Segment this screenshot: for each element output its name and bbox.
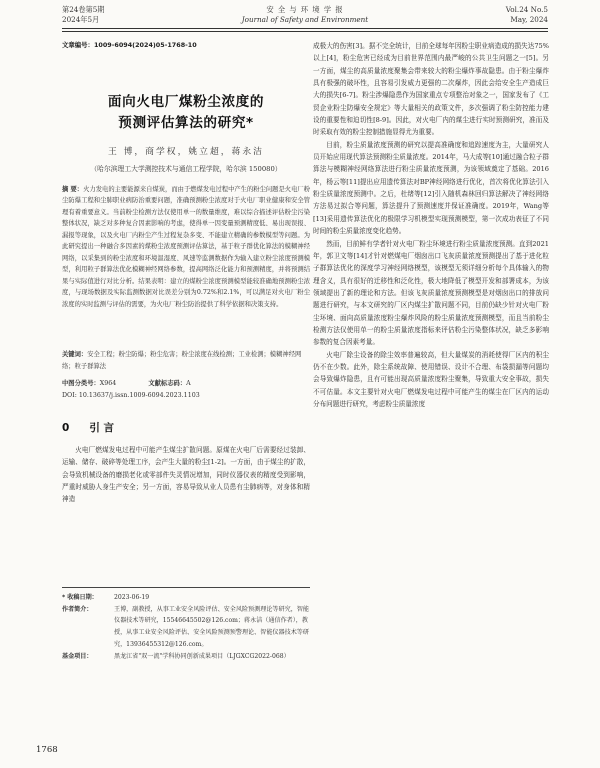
footnote-received xyxy=(62,592,310,604)
keywords-label: 关键词： xyxy=(62,351,88,358)
footnote-rule xyxy=(62,587,310,588)
classification-info xyxy=(62,378,310,401)
header-date-en: May, 2024 xyxy=(510,14,548,24)
keywords-text: 安全工程；粉尘防爆；粉尘危害；粉尘浓度在线检测；工业检测；模糊神经网络；粒子群算法 xyxy=(62,351,302,370)
header-volume-right xyxy=(448,5,548,24)
paragraph: 成极大的伤害[3]。据不完全统计，目前全球每年因粉尘职业病造成的损失达75%以上[4]，粉尘危害已经成为目前世界范围内最严峻的公共卫生问题之一[5]。另一方面，煤尘的高质量浓度聚集会带来较大的粉尘爆炸事故隐患。由于粉尘爆炸具有极强的破坏性，且容易引发威力更强的二次爆炸，因此会给安全生产造成巨大的损失[6-7]。粉尘涉爆隐患作为国家重点专项整治对象之一，国家发布了《工贸企业粉尘防爆安全规定》等大量相关的政策文件，多次强调了粉尘防控能力建设的重要性和迫切性[8-9]。因此，对火电厂内的煤尘进行实时预测研究，准而及时采取有效的粉尘控制措施显得尤为重要。 xyxy=(313,42,549,137)
header-journal xyxy=(180,5,430,24)
footnote-text: 黑龙江省"双一流"学科协同创新成果项目（LJGXCG2022-068） xyxy=(114,652,290,660)
abstract-text: 火力发电的主要能源来自煤炭，而由于燃煤发电过程中产生的粉尘问题是火电厂粉尘防爆工程和尘肺职业病防治重要问题，准确预测粉尘浓度对于火电厂职业健康和安全管理有着重要意义。当前粉尘检测方法仅使用单一的数量维度，难以综合描述评估粉尘污染整体状况，缺乏对多种复合因素影响的考虑，使得单一因变量预测精度低、易出现误报、漏报等现象，以及火电厂内粉尘产生过程复杂多变、不能建立精确的参数模型等问题。为此研究提出一种融合多因素的煤粉尘浓度预测评估算法，基于粒子群优化算法的模糊神经网络，以采集到的粉尘浓度和环境温湿度、风速等监测数据作为输入建立粉尘浓度预测模型，利用粒子群算法优化模糊神经网络参数，提高网络泛化能力和预测精度，并将预测结果与实际值进行对比分析。结果表明：建立的煤粉尘浓度预测模型能较准确地预测粉尘浓度，与现场数据及实际监测数据对比误差分别为0.72%和2.1%，可以满足对火电厂粉尘浓度的实时监测与评估的需要，为火电厂粉尘防治提供了科学依据和决策支持。 xyxy=(62,186,310,308)
author-list: 王 博，商学权，姚立超，蒋永洁 xyxy=(108,147,264,157)
header-date: 2024年5月 xyxy=(62,14,100,24)
journal-name-cn: 安 全 与 环 境 学 报 xyxy=(266,5,344,14)
clc-label: 中图分类号： xyxy=(62,380,100,387)
abstract-label: 摘 要： xyxy=(62,186,84,193)
page-number: 1768 xyxy=(36,745,58,755)
paragraph: 火电厂燃煤发电过程中可能产生煤尘扩散问题。原煤在火电厂后需要经过装卸、运输、储存、破碎等处理工序，会产生大量的粉尘[1-2]。一方面，由于煤尘的扩散，会导致机械设备的磨损老化或零部件失灵情况增加，同时仪器仪表的精度受到影响，严重时威胁人身生产安全；另一方面，容易导致从业人员患有尘肺病等，对身体和精神造 xyxy=(62,446,310,504)
header-volume-left xyxy=(62,5,104,24)
clc-value: X964 xyxy=(99,380,117,387)
doi: DOI: 10.13637/j.issn.1009-6094.2023.1103 xyxy=(62,391,200,399)
footnote-label: 作者简介： xyxy=(62,605,93,613)
header-rule xyxy=(62,28,548,29)
header-rule-thin xyxy=(62,31,548,32)
footnote-funding xyxy=(62,651,310,663)
doc-code-value: A xyxy=(186,380,191,387)
footnote-text: 王博，副教授，从事工业安全风险评估、安全风险预测理论等研究，智能仪器技术等研究，15546645502@126.com；蒋永洁（通信作者），教授，从事工业安全风险评估、安全风险预测预警理论、智能仪器技术等研究，13936455312@126.com。 xyxy=(114,605,309,648)
abstract xyxy=(62,184,310,310)
affiliation: （哈尔滨理工大学测控技术与通信工程学院，哈尔滨 150080） xyxy=(90,165,282,173)
header-volume: 第24卷第5期 xyxy=(62,5,105,14)
footnote-text: 2023-06-19 xyxy=(114,594,150,601)
left-column-text xyxy=(62,444,310,506)
section-number: 0 xyxy=(62,422,70,434)
paragraph: 火电厂除尘设备的除尘效率普遍较高，但大量煤炭的消耗使得厂区内的积尘仍不在少数。此外，除尘系统故障、使用错误、设计不合理、布袋损漏等问题均会导致爆炸隐患，且有可能出现高质量浓度粉尘聚集，导致重大安全事故，损失不可估量。本文主要针对火电厂燃煤发电过程中可能产生的煤尘在厂区内的运动分布问题进行研究，考虑粉尘质量浓度 xyxy=(313,350,549,408)
section-heading xyxy=(62,420,134,435)
footnote-label: * 收稿日期： xyxy=(62,594,98,601)
title-line-1: 面向火电厂煤粉尘浓度的 xyxy=(107,94,265,110)
section-title: 引 言 xyxy=(89,422,114,434)
header-volume-en: Vol.24 No.5 xyxy=(505,5,548,14)
article-number: 文章编号：1009-6094(2024)05-1768-10 xyxy=(62,41,197,49)
journal-name-en: Journal of Safety and Environment xyxy=(241,14,369,24)
paragraph: 然而，目前鲜有学者针对火电厂粉尘环境进行粉尘质量浓度预测。直到2021年，郭卫文等[14]才针对燃煤电厂烟囱出口飞灰质量浓度预测提出了基于进化粒子群算法优化的深度学习神经网络模型，该模型无须详细分析每个具体输入的物理含义，具有很好的迁移性和泛化性，极大地降低了模型开发和部署成本，为该领域提出了新的理论和方法。但该飞灰质量浓度预测模型是对烟囱出口的排放问题进行研究，与本文研究的厂区内煤尘扩散问题不同，目前仍缺少针对火电厂粉尘环境、面向高质量浓度粉尘爆炸风险的粉尘质量浓度预测模型，而且当前粉尘检测方法仅使用单一的粉尘质量浓度指标来评估粉尘污染整体状况，缺乏多影响参数的复合因素考量。 xyxy=(313,239,549,347)
right-column-text xyxy=(313,40,549,410)
paragraph: 目前，粉尘质量浓度预测的研究以提高准确度和追踪速度为主，大量研究人员开始应用现代算法预测粉尘质量浓度。2014年，马大成等[10]通过融合粒子群算法与模糊神经网络算法进行粉尘质量浓度预测，为该领域奠定了基础。2016年，杨云等[11]提出应用遗传算法对BP神经网络进行优化，首次将优化算法引入粉尘质量浓度预测中。之后，杜绪等[12]引入随机森林回归算法解决了神经网络方法易过拟合等问题，算法提升了预测速度并保证准确度。2019年，Wang等[13]采用遗传算法优化的极限学习机模型实现预测模型，第一次成功表征了不同时间的粉尘质量浓度变化趋势。 xyxy=(313,140,549,236)
title-line-2: 预测评估算法的研究* xyxy=(118,115,254,131)
paper-title xyxy=(62,92,310,134)
footnotes xyxy=(62,592,310,662)
doc-code-label: 文献标志码： xyxy=(148,380,187,387)
footnote-label: 基金项目： xyxy=(62,652,93,660)
keywords xyxy=(62,349,310,373)
footnote-author xyxy=(62,604,310,651)
